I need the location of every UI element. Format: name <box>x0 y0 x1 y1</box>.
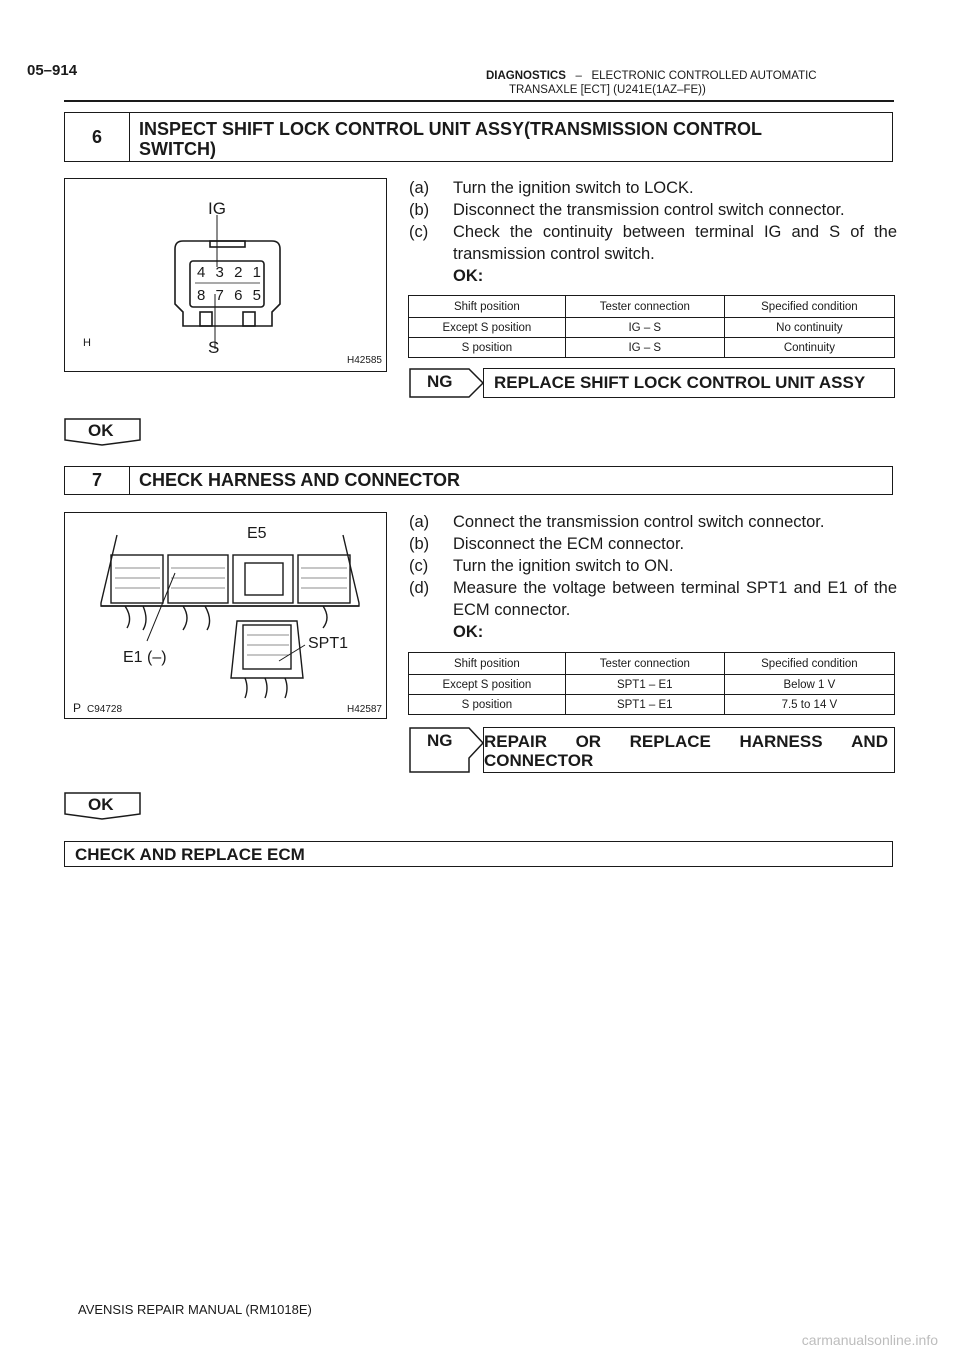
figure-corner-letter: P <box>73 701 82 715</box>
table-cell: Below 1 V <box>724 675 894 695</box>
step7-instructions <box>409 511 897 643</box>
watermark: carmanualsonline.info <box>801 1332 938 1348</box>
pin-2: 2 <box>234 264 243 281</box>
instruction-item: (c) Check the continuity between terminal IG and S of the transmission control switch. <box>409 223 897 263</box>
figure-id: H42585 <box>346 355 382 366</box>
instruction-item: (a) Turn the ignition switch to LOCK. <box>409 179 694 197</box>
step7-title: CHECK HARNESS AND CONNECTOR <box>139 470 461 490</box>
ng-action-word: HARNESS <box>739 732 823 751</box>
section-dash: – <box>575 70 582 82</box>
table-row <box>409 318 895 338</box>
pin-1: 1 <box>252 264 261 281</box>
table-header: Tester connection <box>565 653 724 675</box>
table-cell: SPT1 – E1 <box>565 695 724 715</box>
ng-action-word: REPLACE <box>629 732 711 751</box>
ng-label: NG <box>427 731 453 750</box>
step7-heading <box>64 466 893 495</box>
ng-action-word: REPAIR <box>484 732 547 751</box>
section-header <box>486 70 817 82</box>
table-header: Shift position <box>409 653 566 675</box>
pin-5: 5 <box>252 287 261 304</box>
final-step: CHECK AND REPLACE ECM <box>64 841 893 867</box>
instruction-item: (a) Connect the transmission control switch connector. <box>409 513 825 531</box>
manual-footer: AVENSIS REPAIR MANUAL (RM1018E) <box>78 1302 312 1317</box>
step6-connector-figure <box>64 178 387 372</box>
pin-7: 7 <box>215 287 224 304</box>
ng-action-line1 <box>484 732 888 751</box>
figure-corner-letter: H <box>83 337 91 349</box>
table-header: Shift position <box>409 296 566 318</box>
table-cell: S position <box>409 695 566 715</box>
step7-number: 7 <box>65 467 130 494</box>
instruction-item: (d) Measure the voltage between terminal SPT1 and E1 of the ECM connector. <box>409 579 897 619</box>
instruction-item: (c) Turn the ignition switch to ON. <box>409 557 674 575</box>
instruction-item: (b) Disconnect the ECM connector. <box>409 535 685 553</box>
pin-row-top <box>197 264 261 281</box>
table-cell: Continuity <box>724 338 894 358</box>
header-rule <box>64 100 894 102</box>
table-cell: IG – S <box>565 338 724 358</box>
label-ig: IG <box>208 199 226 218</box>
table-header-row <box>409 653 895 675</box>
table-header: Tester connection <box>565 296 724 318</box>
page-number: 05–914 <box>27 62 78 79</box>
label-spt1: SPT1 <box>308 635 349 652</box>
table-row <box>409 695 895 715</box>
pin-4: 4 <box>197 264 206 281</box>
instruction-item: (b) Disconnect the transmission control switch connector. <box>409 201 845 219</box>
pin-6: 6 <box>234 287 243 304</box>
table-header: Specified condition <box>724 296 894 318</box>
step7-ng-tag <box>409 727 483 773</box>
ng-label: NG <box>427 372 453 391</box>
figure-id: H42587 <box>346 704 382 715</box>
table-row <box>409 338 895 358</box>
table-cell: 7.5 to 14 V <box>724 695 894 715</box>
ng-action-line2: CONNECTOR <box>484 751 594 770</box>
label-e5: E5 <box>247 525 267 542</box>
ok-label: OK: <box>453 267 484 285</box>
table-cell: SPT1 – E1 <box>565 675 724 695</box>
section-subtitle-line2: TRANSAXLE [ECT] (U241E(1AZ–FE)) <box>509 84 706 96</box>
table-cell: S position <box>409 338 566 358</box>
step6-title-line1: INSPECT SHIFT LOCK CONTROL UNIT ASSY(TRANSMISSION CONTROL <box>139 119 763 139</box>
step7-spec-table <box>408 652 895 715</box>
pin-row-bottom <box>197 287 261 304</box>
label-e1: E1 (–) <box>123 649 167 666</box>
table-cell: Except S position <box>409 318 566 338</box>
table-cell: No continuity <box>724 318 894 338</box>
step7-ecm-figure <box>64 512 387 719</box>
table-header-row <box>409 296 895 318</box>
pin-3: 3 <box>215 264 224 281</box>
table-cell: IG – S <box>565 318 724 338</box>
label-s: S <box>208 338 220 357</box>
table-row <box>409 675 895 695</box>
step6-title-line2: SWITCH) <box>139 139 216 159</box>
step6-ng-action: REPLACE SHIFT LOCK CONTROL UNIT ASSY <box>483 368 895 398</box>
step6-instructions <box>409 177 897 287</box>
step6-title <box>139 119 882 159</box>
table-header: Specified condition <box>724 653 894 675</box>
ok-label: OK: <box>453 623 484 641</box>
table-cell: Except S position <box>409 675 566 695</box>
ng-action-word: AND <box>851 732 888 751</box>
step6-ng-tag <box>409 368 483 398</box>
step7-ok-tag <box>64 792 140 818</box>
section-subtitle-line1: ELECTRONIC CONTROLLED AUTOMATIC <box>591 70 817 82</box>
step7-ng-action <box>483 727 895 773</box>
ng-action-word: OR <box>575 732 602 751</box>
step6-ok-tag <box>64 418 140 444</box>
section-name: DIAGNOSTICS <box>486 70 566 82</box>
pin-8: 8 <box>197 287 206 304</box>
ok-tag-label: OK <box>88 421 114 440</box>
step6-spec-table <box>408 295 895 358</box>
step6-heading <box>64 112 893 162</box>
ok-tag-label: OK <box>88 795 114 814</box>
ecm-connector-drawing <box>65 513 388 720</box>
step6-number: 6 <box>65 113 130 161</box>
figure-ref-id: C94728 <box>87 704 123 715</box>
